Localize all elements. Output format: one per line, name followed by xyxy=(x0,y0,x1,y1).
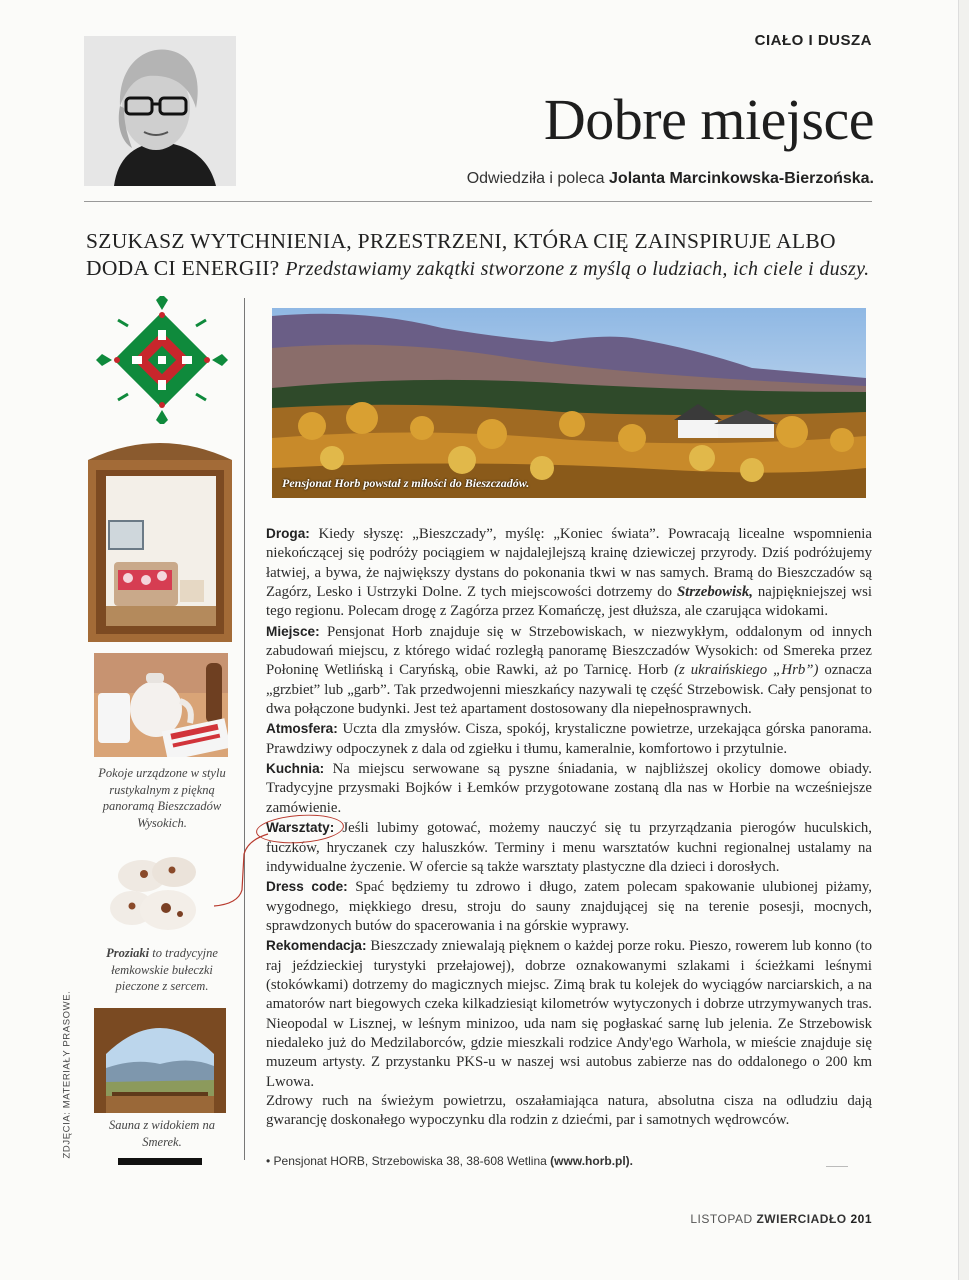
folio xyxy=(640,1212,872,1226)
byline-author: Jolanta Marcinkowska-Bierzońska. xyxy=(609,170,874,187)
author-portrait xyxy=(84,36,236,186)
section-warsztaty-text: Jeśli lubimy gotować, możemy nauczyć się tu przyrządzania pierogów huculskich, fuczków, hryczanek czy haluszków. Terminy i menu warsztatów kuchni regionalnej ustalamy na indywidualne życzenie. W ofercie są także warsztaty plastyczne dla dzieci i dorosłych. xyxy=(266,820,872,875)
section-rekomendacja-text: Bieszczady zniewalają pięknem o każdej porze roku. Pieszo, rowerem lub konno (to raj jeździeckiej turystyki przełajowej), dobrze oznakowanymi szlakami i ścieżkami leśnymi (stokówkami) dotrzemy do magicznych miejsc. Zimą brak tu kolejek do wyciągów narciarskich, a na amatorów nart biegowych czeka kilkadziesiąt kilometrów wytyczonych i dobrze utrzymywanych tras. Nieopodal w Lisznej, w leśnym minizoo, uda nam się pogłaskać sarnę lub jelenia. Ze Strzebowisk niedaleko już do Medzilaborców, gdzie mieszkali rodzice Andy'ego Warhola, w mieście znajduje się muzeum artysty. Z przystanku PKS-u w naszej wsi autobus zabierze nas do oddalonego o 200 km Lwowa. xyxy=(266,938,872,1090)
caption-sauna: Sauna z widokiem na Smerek. xyxy=(109,1118,215,1149)
photo-credit xyxy=(58,990,73,1160)
page-number: 201 xyxy=(850,1212,872,1226)
section-droga xyxy=(266,524,872,622)
section-miejsce-text-1: Pensjonat Horb znajduje się w Strzebowiskach, w niezwykłym, oddalonym od innych zabudowań miejscu, z którego widać rozległą panoramę Bieszczadów Wysokich: od Smereka przez Połoninę Wetlińską i Caryńską, obie Rawki, aż po Tarnicę. Horb xyxy=(266,623,872,679)
page-title: Dobre miejsce xyxy=(543,87,874,152)
caption-buns-bold: Proziaki xyxy=(106,946,150,960)
byline xyxy=(380,170,874,188)
section-label: CIAŁO I DUSZA xyxy=(754,32,872,49)
closing-paragraph: Zdrowy ruch na świeżym powietrzu, oszałamiająca natura, absolutna cisza na odludziu dają gwarancję doskonałego wypoczynku dla rodzin z dziećmi, par i samotnych wędrowców. xyxy=(266,1092,872,1129)
section-atmosfera-text: Uczta dla zmysłów. Cisza, spokój, krystaliczne powietrze, urzekająca górska panorama. Prawdziwy odpoczynek z dala od zgiełku i tłumu, kameralnie, komfortowo i przytulnie. xyxy=(266,721,872,757)
section-miejsce-label: Miejsce: xyxy=(266,623,320,639)
section-atmosfera xyxy=(266,719,872,759)
section-miejsce xyxy=(266,622,872,720)
author-portrait-illustration xyxy=(84,36,236,186)
section-droga-text-2: najpiękniejszej wsi tego regionu. Polecam drogę z Zagórza przez Komańczę, jest dłuższa, ale czarująca widokami. xyxy=(266,584,873,620)
intro-italic: Przedstawiamy zakątki stworzone z myślą o ludziach, ich ciele i duszy. xyxy=(285,258,870,280)
website-link[interactable]: (www.horb.pl). xyxy=(550,1154,634,1168)
handwritten-line-annotation xyxy=(208,820,278,910)
section-atmosfera-label: Atmosfera: xyxy=(266,721,338,737)
section-warsztaty-label: Warsztaty: xyxy=(266,820,335,836)
folio-magazine: ZWIERCIADŁO xyxy=(756,1212,847,1226)
header-divider xyxy=(84,201,872,202)
section-kuchnia-label: Kuchnia: xyxy=(266,761,325,777)
section-miejsce-italic: (z ukraińskiego „Hrb”) xyxy=(674,662,819,679)
folk-ornament-icon xyxy=(92,296,232,424)
hero-caption: Pensjonat Horb powstał z miłości do Bieszczadów. xyxy=(282,476,530,490)
caption-rooms: Pokoje urządzone w stylu rustykalnym z piękną panoramą Bieszczadów Wysokich. xyxy=(98,766,226,830)
kettle-photo xyxy=(94,653,228,757)
caption-buns xyxy=(92,945,232,995)
intro-caps-line-1: SZUKASZ WYTCHNIENIA, PRZESTRZENI, KTÓRA CIĘ ZAINSPIRUJE ALBO xyxy=(86,229,836,253)
contact-address xyxy=(266,1154,866,1168)
rustic-room-mirror-photo xyxy=(88,430,232,642)
sauna-view-photo xyxy=(94,1008,226,1113)
section-droga-text-1: Kiedy słyszę: „Bieszczady”, myślę: „Koniec świata”. Powracają licealne wspomnienia niekończącej się podróży pociągiem w najdalejlejszą krainę dziewiczej przyrody. Dziś podróżujemy łatwiej, a bywa, że największy dystans do pokonania tkwi w nas samych. Bramą do Bieszczadów są Zagórz, Lesko i Ustrzyki Dolne. Z tych miejscowości dotrzemy do xyxy=(266,526,872,601)
decorative-bar xyxy=(118,1158,202,1165)
byline-prefix: Odwiedziła i poleca xyxy=(466,170,605,187)
section-warsztaty xyxy=(266,818,872,877)
section-dress-code-label: Dress code: xyxy=(266,879,348,895)
section-droga-label: Droga: xyxy=(266,526,310,541)
footer-mark xyxy=(826,1166,848,1167)
column-divider xyxy=(244,298,245,1160)
section-droga-place: Strzebowisk, xyxy=(676,584,753,601)
address-bullet: • xyxy=(266,1154,271,1168)
section-kuchnia-text: Na miejscu serwowane są pyszne śniadania, w najbliższej okolicy domowe obiady. Tradycyjne przysmaki Bojków i Łemków przygotowane zostaną dla nas w Horbie na wcześniejsze zamówienie. xyxy=(266,761,872,816)
hero-landscape-photo xyxy=(272,308,866,498)
caption-buns-rest: to tradycyjne łemkowskie bułeczki pieczone z sercem. xyxy=(111,946,218,993)
article-body xyxy=(266,524,872,1131)
page-edge xyxy=(958,0,969,1280)
folio-month: LISTOPAD xyxy=(690,1212,753,1226)
section-dress-code-text: Spać będziemy tu zdrowo i długo, zatem polecam spakowanie ulubionej piżamy, wygodnego, miękkiego dresu, stroju do sauny znajdującej się na terenie posesji, mocnych, sprawdzonych butów do spacerowania i na górskie wyprawy. xyxy=(266,879,872,934)
section-rekomendacja xyxy=(266,936,872,1092)
proziaki-buns-photo xyxy=(108,848,208,938)
section-miejsce-text-2: oznacza „grzbiet” lub „garb”. Tak przedwojenni mieszkańcy nazywali tę część Strzebowisk. Cały pensjonat to dwa połączone budynki. Jest też apartament dostosowany dla niepełnosprawnych. xyxy=(266,662,872,718)
section-dress-code xyxy=(266,877,872,936)
intro-lead xyxy=(86,228,876,283)
section-kuchnia xyxy=(266,759,872,818)
section-rekomendacja-label: Rekomendacja: xyxy=(266,938,367,954)
intro-caps-line-2: DODA CI ENERGII? xyxy=(86,256,280,280)
photo-credit-text: ZDJĘCIA: MATERIAŁY PRASOWE. xyxy=(61,990,73,1159)
address-text: Pensjonat HORB, Strzebowiska 38, 38-608 Wetlina xyxy=(273,1154,551,1168)
